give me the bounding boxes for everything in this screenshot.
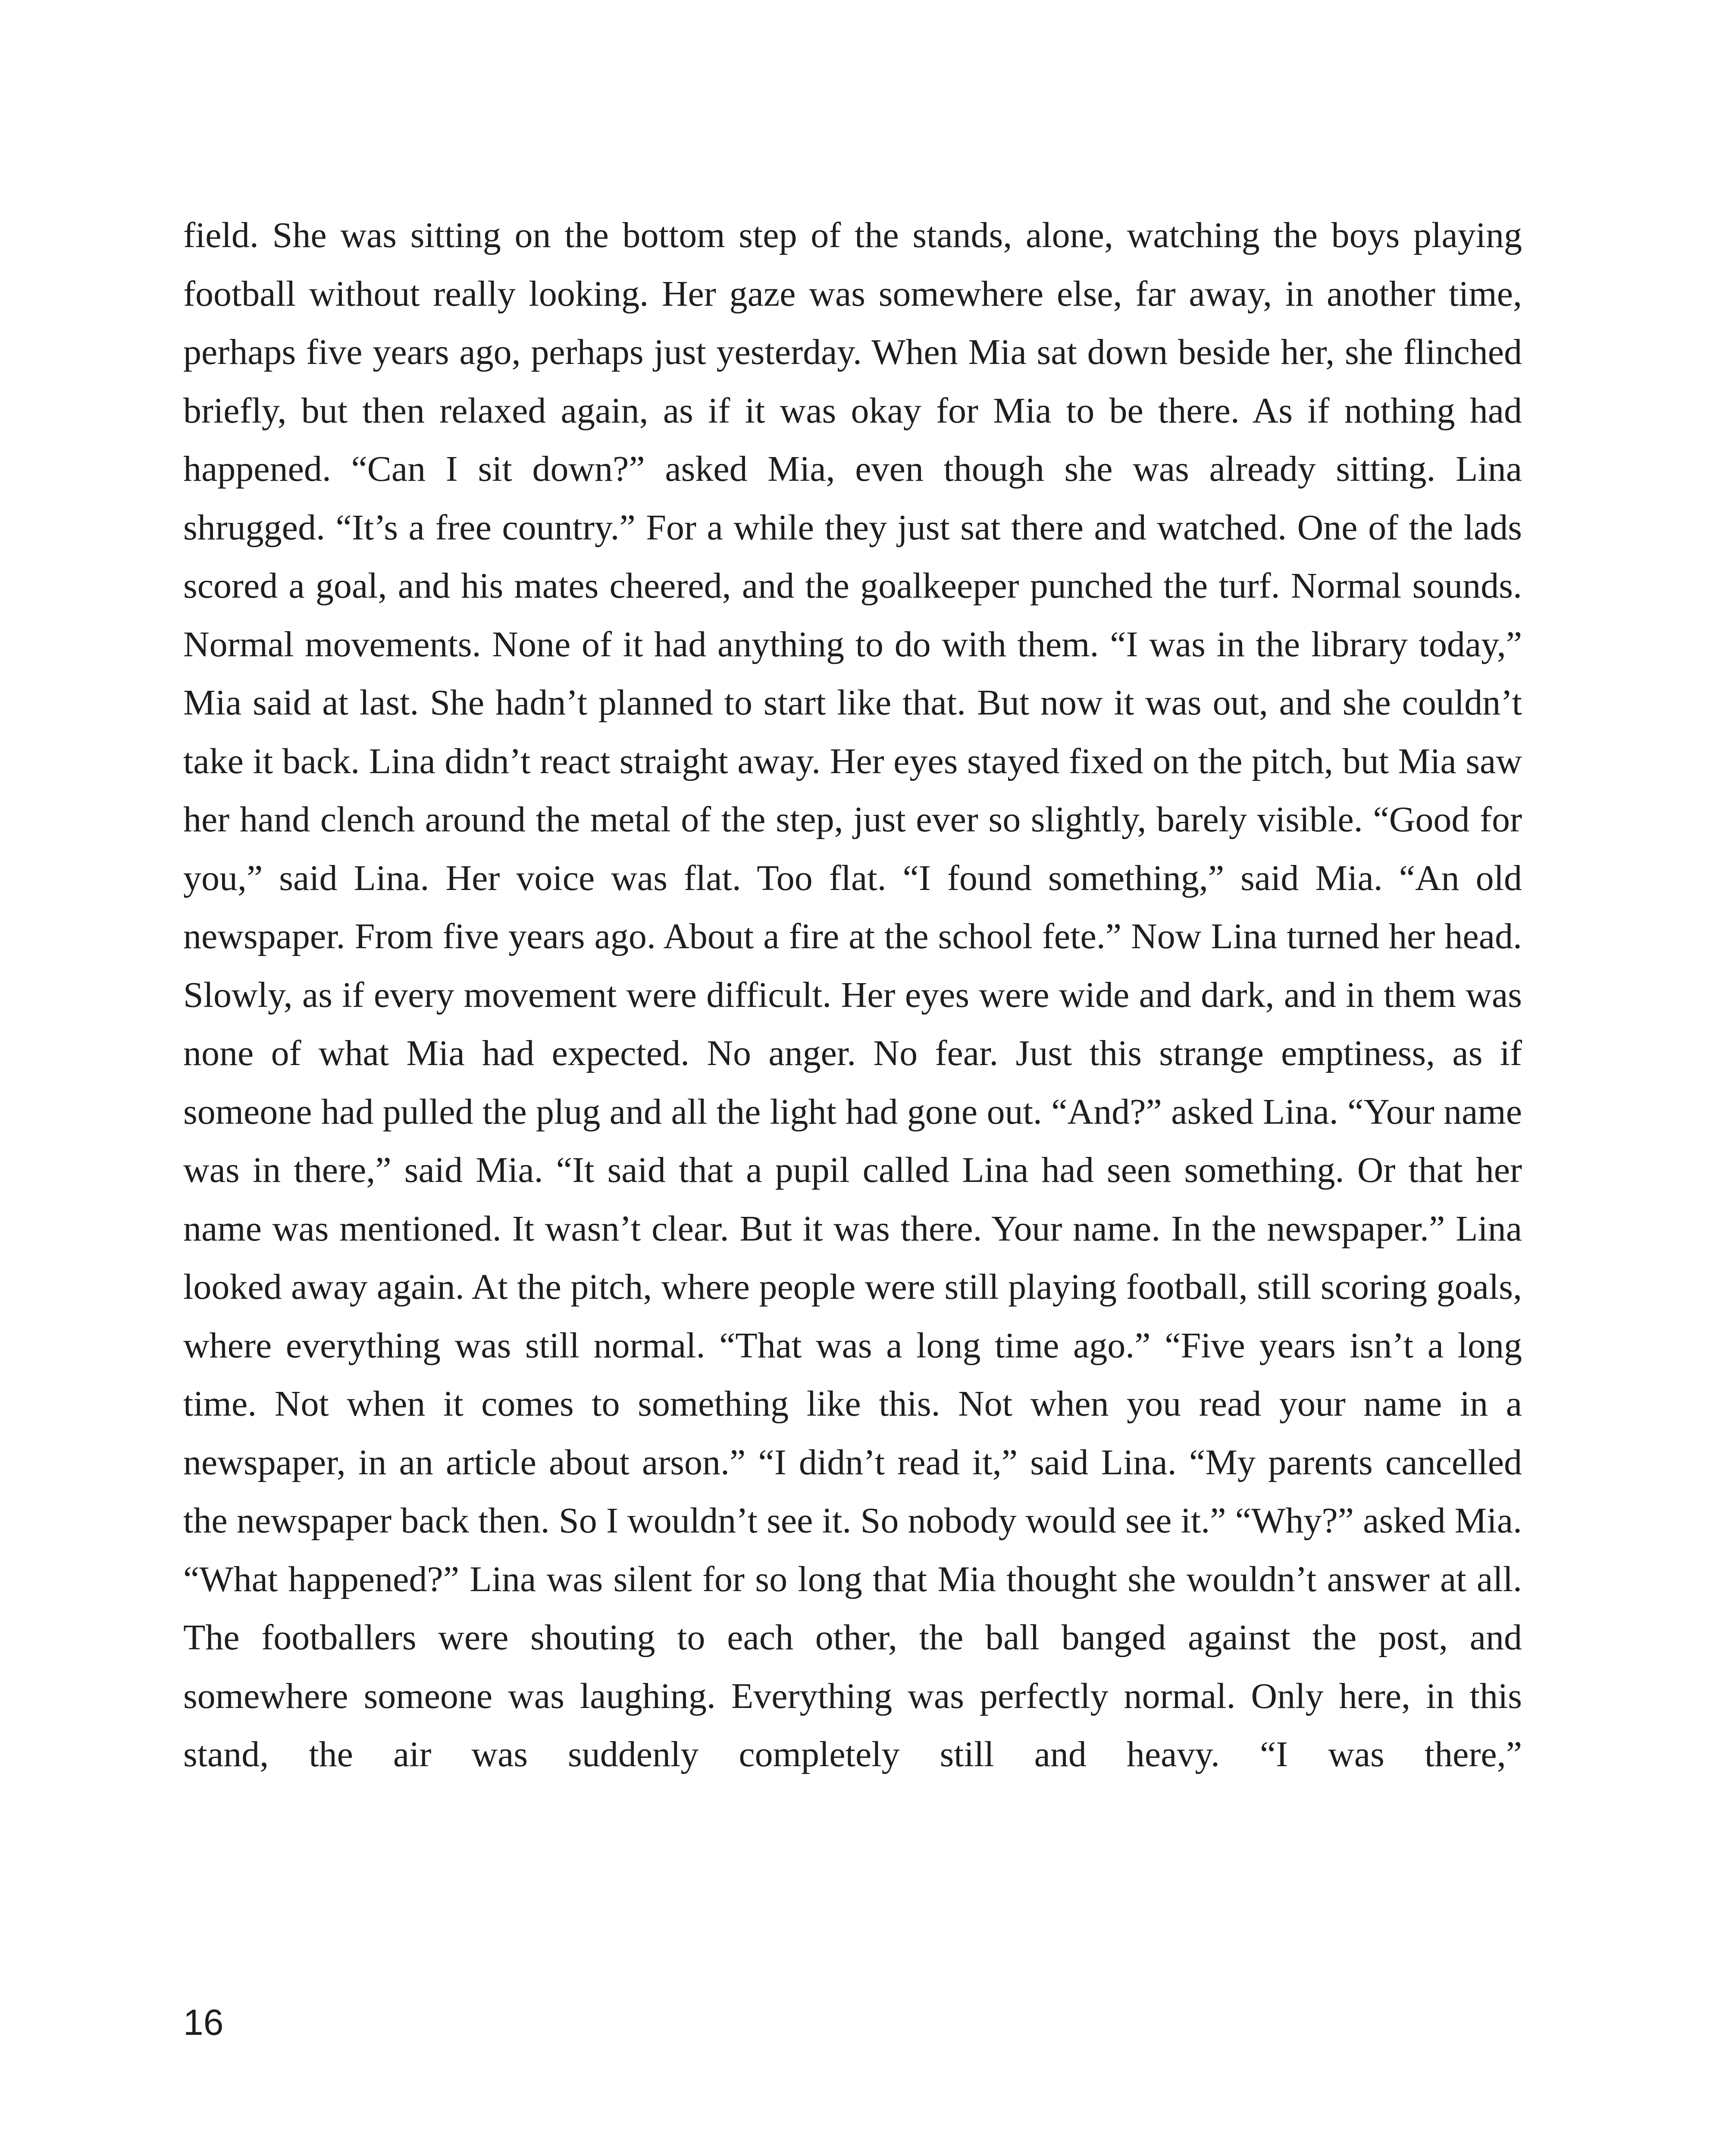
page-number: 16 — [183, 2002, 224, 2043]
body-paragraph: field. She was sitting on the bottom step of the stands, alone, watching the boys playing football without really looking. Her gaze was somewhere else, far away, in another time, perhaps five years ago, perhaps just yesterday. When Mia sat down beside her, she flinched briefly, but then relaxed again, as if it was okay for Mia to be there. As if nothing had happened. “Can I sit down?” asked Mia, even though she was already sitting. Lina shrugged. “It’s a free country.” For a while they just sat there and watched. One of the lads scored a goal, and his mates cheered, and the goalkeeper punched the turf. Normal sounds. Normal movements. None of it had anything to do with them. “I was in the library today,” Mia said at last. She hadn’t planned to start like that. But now it was out, and she couldn’t take it back. Lina didn’t react straight away. Her eyes stayed fixed on the pitch, but Mia saw her hand clench around the metal of the step, just ever so slightly, barely visible. “Good for you,” said Lina. Her voice was flat. Too flat. “I found something,” said Mia. “An old newspaper. From five years ago. About a fire at the school fete.” Now Lina turned her head. Slowly, as if every movement were difficult. Her eyes were wide and dark, and in them was none of what Mia had expected. No anger. No fear. Just this strange emptiness, as if someone had pulled the plug and all the light had gone out. “And?” asked Lina. “Your name was in there,” said Mia. “It said that a pupil called Lina had seen something. Or that her name was mentioned. It wasn’t clear. But it was there. Your name. In the newspaper.” Lina looked away again. At the pitch, where people were still playing football, still scoring goals, where everything was still normal. “That was a long time ago.” “Five years isn’t a long time. Not when it comes to something like this. Not when you read your name in a newspaper, in an article about arson.” “I didn’t read it,” said Lina. “My parents cancelled the newspaper back then. So I wouldn’t see it. So nobody would see it.” “Why?” asked Mia. “What happened?” Lina was silent for so long that Mia thought she wouldn’t answer at all. The footballers were shouting to each other, the ball banged against the post, and somewhere someone was laughing. Everything was perfectly normal. Only here, in this stand, the air was suddenly completely still and heavy. “I was there,” — [183, 215, 1522, 1774]
